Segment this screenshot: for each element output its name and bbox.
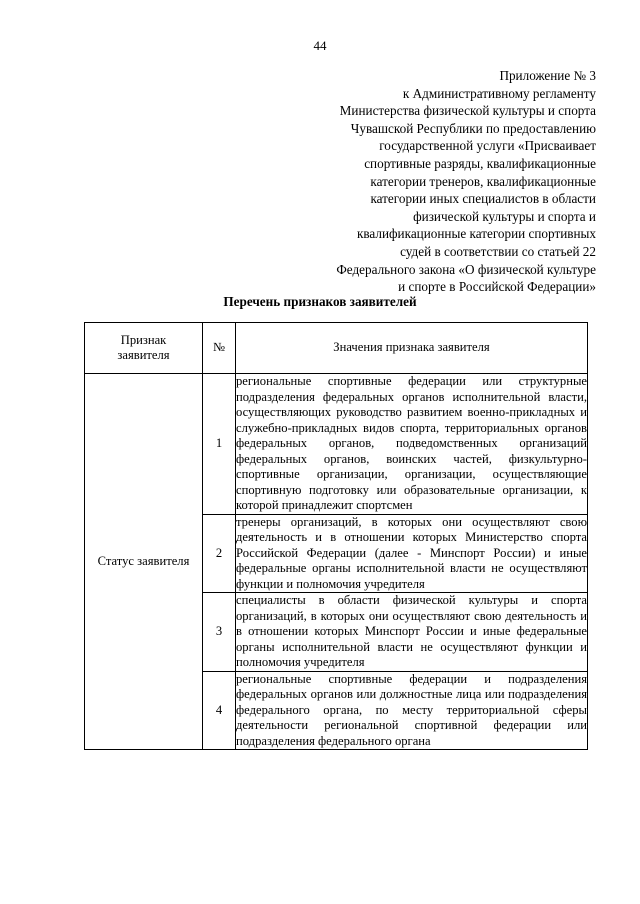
- row-number: 3: [203, 593, 236, 672]
- applicant-signs-table: [84, 322, 588, 750]
- header-sign-line2: заявителя: [117, 348, 170, 362]
- row-value: тренеры организаций, в которых они осуществляют свою деятельность и в отношении которых Министерство спорта Российской Федерации (далее - Минспорт России) и иные федеральные органы исполнительной власти не осуществляют функции и полномочия учредителя: [236, 514, 587, 591]
- appendix-line: и спорте в Российской Федерации»: [398, 279, 596, 295]
- table-row: [85, 374, 588, 515]
- appendix-line: квалификационные категории спортивных: [356, 226, 596, 242]
- header-sign-line1: Признак: [120, 332, 167, 347]
- appendix-line: категории иных специалистов в области: [370, 191, 596, 207]
- row-value: региональные спортивные федерации или структурные подразделения федеральных органов исполнительной власти, осуществляющих руководство развитием военно-прикладных и служебно-прикладных видов спорта, территориальных органов федеральных органов, подведомственных организаций федеральных органов, воинских частей, физкультурно-спортивные организации, организации, осуществляющие спортивную подготовку или образовательные организации, к которой принадлежит спортсмен: [236, 374, 587, 512]
- list-title: Перечень признаков заявителей: [223, 294, 417, 309]
- row-number: 2: [203, 514, 236, 593]
- table-header-row: [85, 323, 588, 374]
- appendix-header: [296, 67, 596, 296]
- status-cell: Статус заявителя: [85, 374, 203, 750]
- appendix-line: Федерального закона «О физической культуре: [336, 261, 596, 277]
- row-number: 1: [203, 374, 236, 515]
- appendix-line: Приложение № 3: [499, 68, 596, 83]
- appendix-line: судей в соответствии со статьей 22: [400, 243, 596, 259]
- appendix-line: категории тренеров, квалификационные: [370, 173, 596, 189]
- appendix-line: к Административному регламенту: [402, 85, 596, 101]
- appendix-line: государственной услуги «Присваивает: [379, 138, 596, 154]
- appendix-line: спортивные разряды, квалификационные: [364, 155, 596, 171]
- appendix-line: физической культуры и спорта и: [413, 208, 596, 224]
- header-applicant-sign: [85, 323, 203, 374]
- row-value: специалисты в области физической культуры и спорта организаций, в которых они осуществляют свою деятельность и в отношении которых Минспорт России и иные федеральные органы исполнительной власти не осуществляют функции и полномочия учредителя: [236, 593, 587, 669]
- header-number: №: [203, 323, 236, 374]
- appendix-line: Министерства физической культуры и спорта: [339, 103, 596, 119]
- appendix-line: Чувашской Республики по предоставлению: [350, 120, 596, 136]
- page-number: 44: [313, 38, 327, 53]
- row-number: 4: [203, 671, 236, 750]
- row-value: региональные спортивные федерации и подразделения федеральных органов или должностные лица или подразделения федерального органа, по месту территориальной сферы деятельности региональной спортивной федерации или подразделения федерального органа: [236, 671, 587, 748]
- header-sign-values: Значения признака заявителя: [236, 323, 588, 374]
